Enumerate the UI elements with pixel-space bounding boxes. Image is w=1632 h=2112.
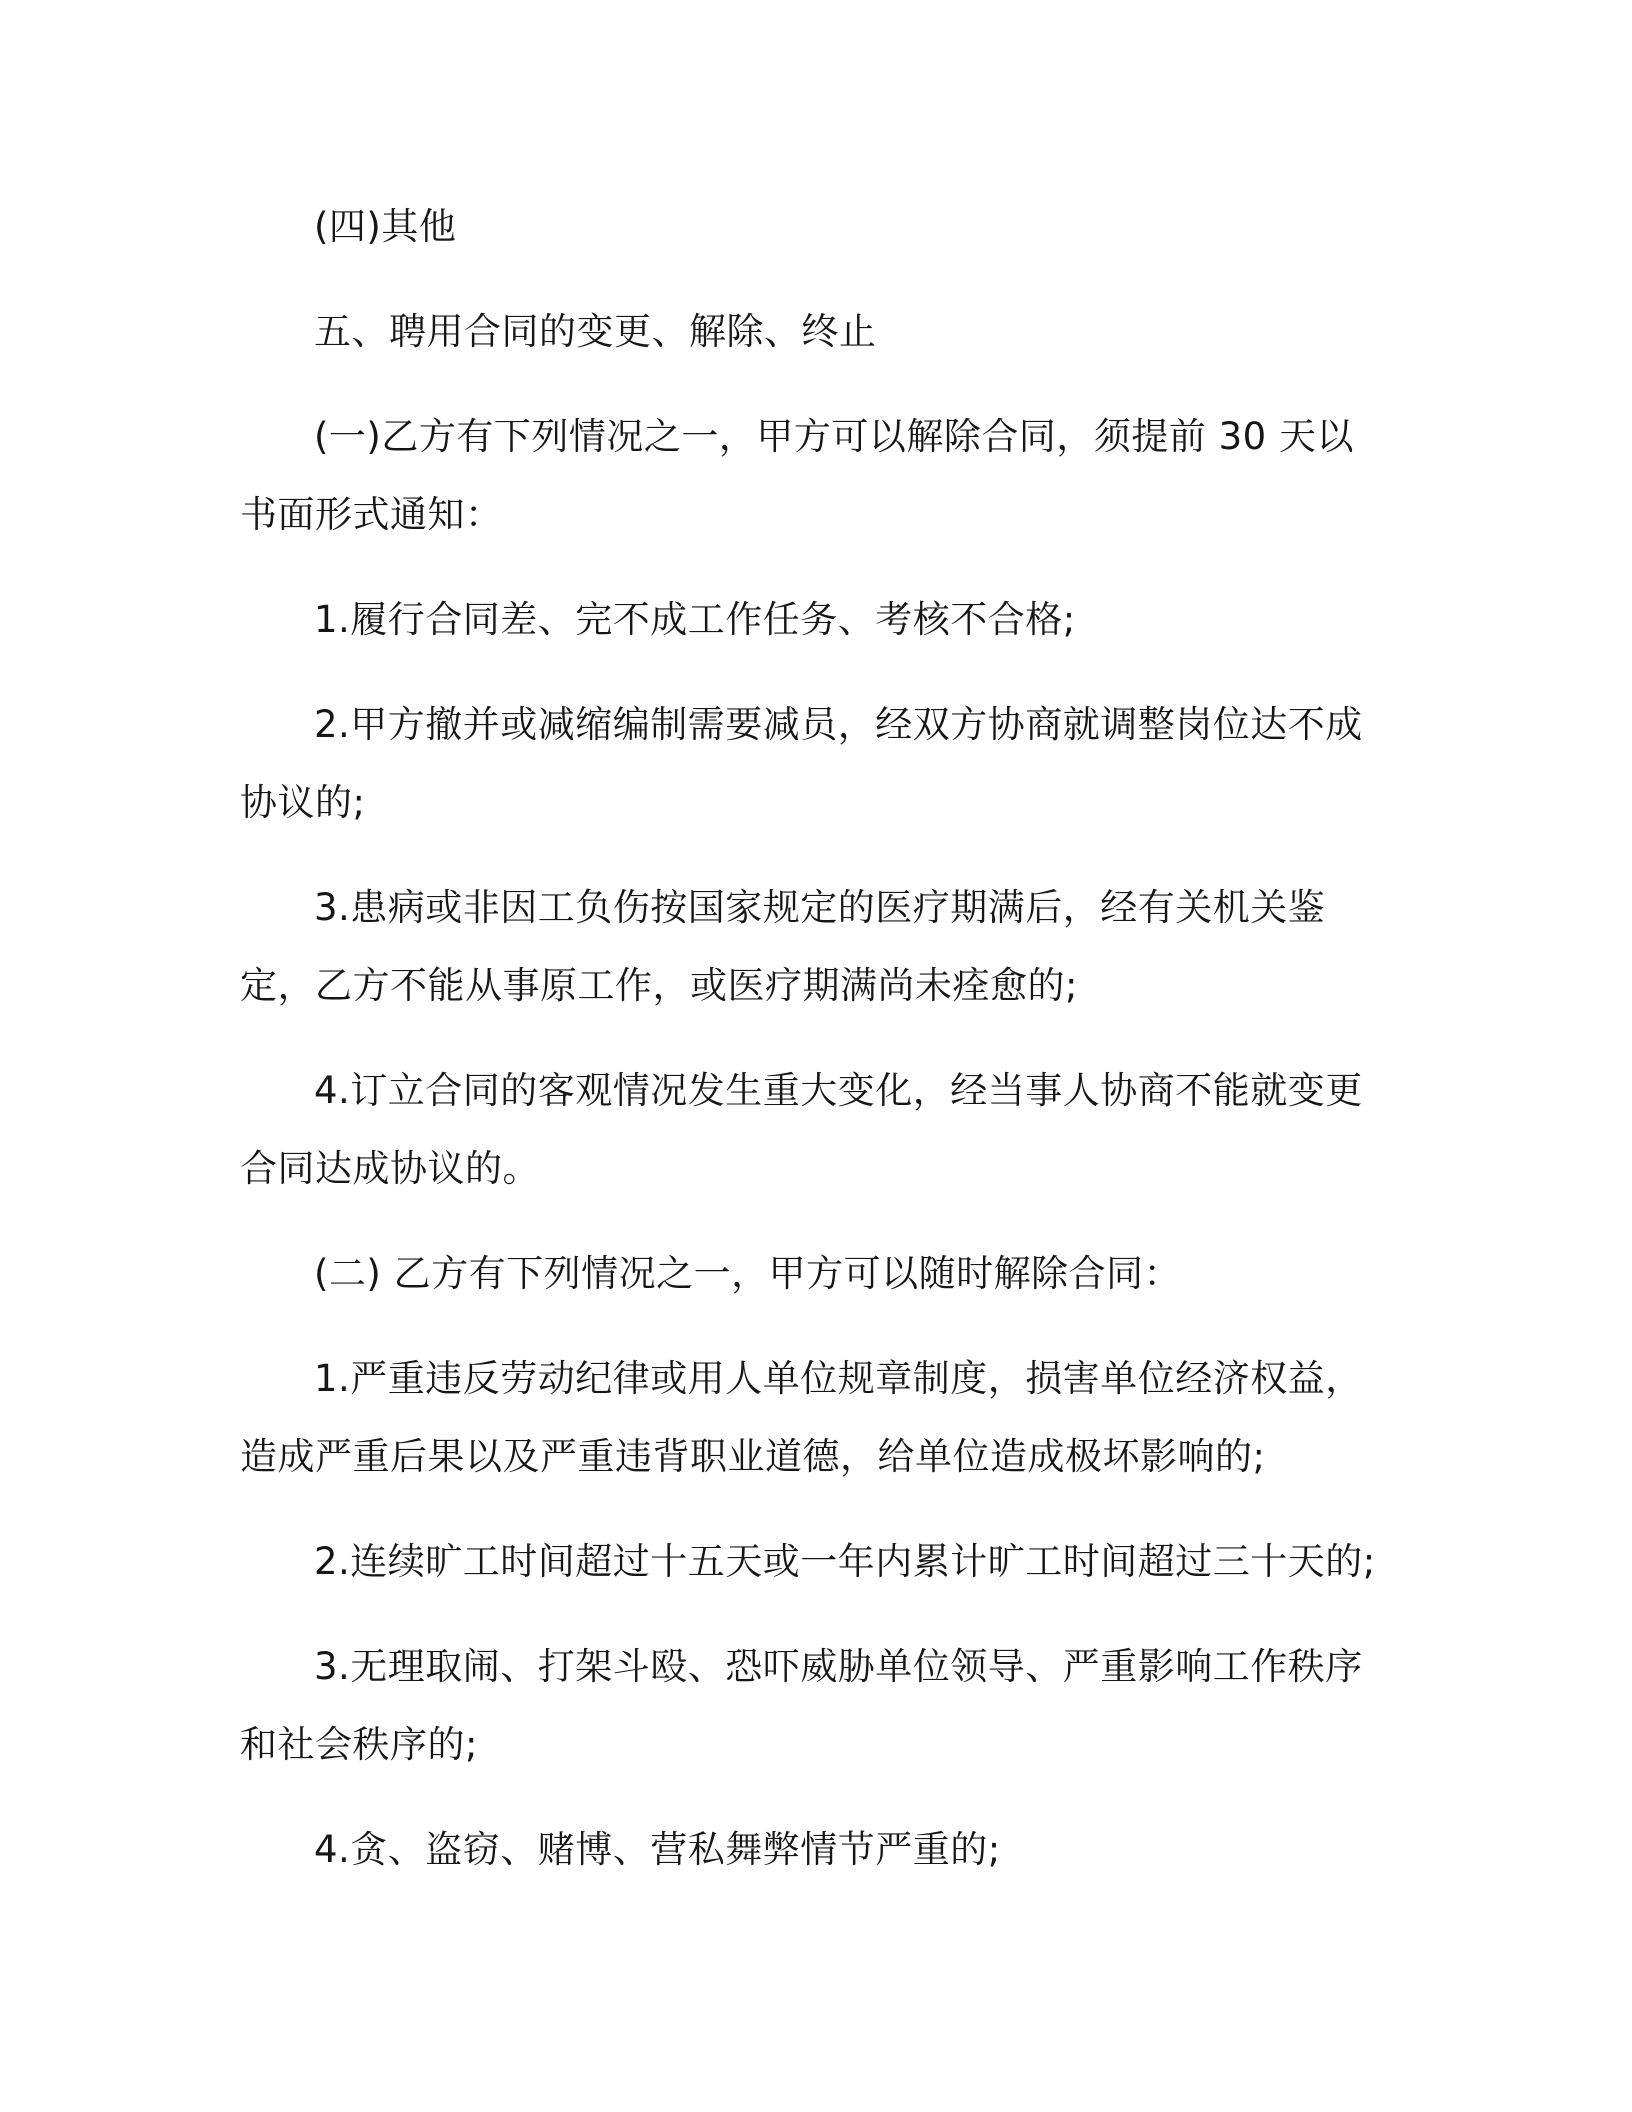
clause-2-item-2: 2.连续旷工时间超过十五天或一年内累计旷工时间超过三十天的; — [314, 1540, 1376, 1583]
clause-2-item-1: 1.严重违反劳动纪律或用人单位规章制度，损害单位经济权益，造成严重后果以及严重违背职业道德，给单位造成极坏影响的; — [240, 1357, 1363, 1478]
clause-2-item-3: 3.无理取闹、打架斗殴、恐吓威胁单位领导、严重影响工作秩序和社会秩序的; — [240, 1645, 1363, 1766]
clause-1-item-3: 3.患病或非因工负伤按国家规定的医疗期满后，经有关机关鉴定，乙方不能从事原工作，或医疗期满尚未痊愈的; — [240, 886, 1326, 1007]
clause-2-item-4: 4.贪、盗窃、赌博、营私舞弊情节严重的; — [314, 1828, 1001, 1871]
clause-1-item-4: 4.订立合同的客观情况发生重大变化，经当事人协商不能就变更合同达成协议的。 — [240, 1069, 1363, 1190]
section-heading-contract-change: 五、聘用合同的变更、解除、终止 — [314, 310, 877, 353]
document-body — [240, 188, 1390, 1889]
clause-1-item-2: 2.甲方撤并或减缩编制需要减员，经双方协商就调整岗位达不成协议的; — [240, 703, 1363, 824]
section-heading-others: (四)其他 — [314, 205, 457, 248]
clause-2-intro: (二) 乙方有下列情况之一，甲方可以随时解除合同： — [314, 1252, 1182, 1295]
clause-1-intro: (一)乙方有下列情况之一，甲方可以解除合同，须提前 30 天以书面形式通知： — [240, 415, 1354, 536]
clause-1-item-1: 1.履行合同差、完不成工作任务、考核不合格; — [314, 598, 1076, 641]
